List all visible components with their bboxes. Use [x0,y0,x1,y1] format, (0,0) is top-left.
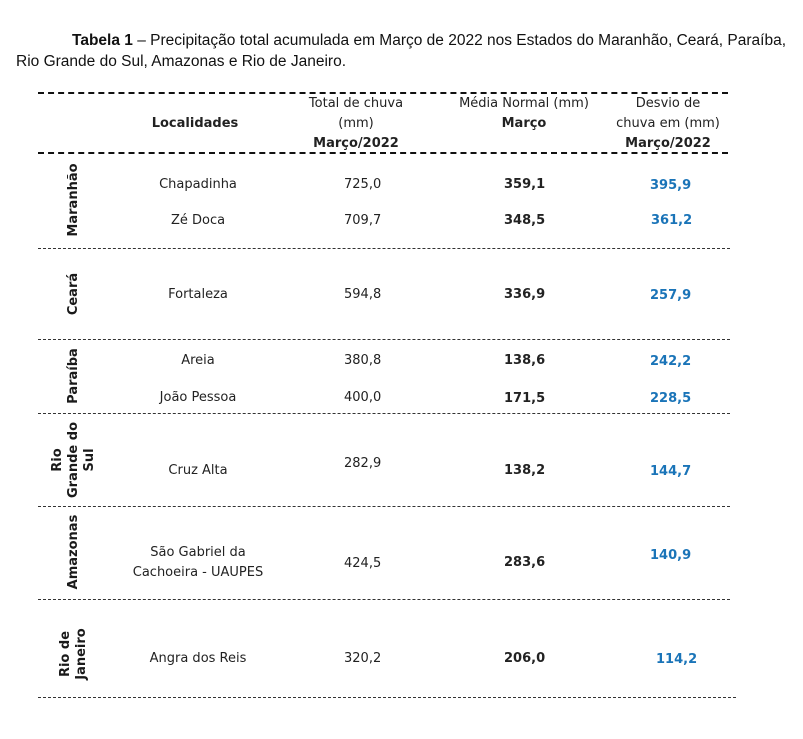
section-divider [38,506,730,507]
cell-desvio: 144,7 [650,464,692,479]
state-ceara: Ceará [66,272,81,316]
cell-desvio: 114,2 [656,652,698,667]
header-total: Total de chuva (mm) Março/2022 [308,96,404,151]
cell-media: 206,0 [504,651,546,666]
section-divider [38,248,730,249]
cell-media: 336,9 [504,287,546,302]
section-divider [38,339,730,340]
cell-total: 320,2 [344,651,382,666]
header-rule [38,152,728,154]
cell-media: 171,5 [504,391,546,406]
cell-local: São Gabriel da Cachoeira - UAUPES [132,545,264,580]
section-divider [38,599,730,600]
state-rio-grande-do-sul: Rio Grande do Sul [50,422,97,498]
section-divider [38,413,730,414]
state-rio-de-janeiro: Rio de Janeiro [58,628,89,680]
header-desvio: Desvio de chuva em (mm) Março/2022 [616,96,720,151]
table-caption [16,30,786,72]
state-amazonas: Amazonas [66,514,81,590]
cell-total: 380,8 [344,353,382,368]
cell-local: Areia [181,353,215,368]
cell-local: Cruz Alta [168,463,228,478]
cell-media: 138,6 [504,353,546,368]
cell-total: 282,9 [344,456,382,471]
cell-local: João Pessoa [159,390,237,405]
header-localidades: Localidades [151,116,239,131]
cell-total: 709,7 [344,213,382,228]
cell-total: 725,0 [344,177,382,192]
cell-media: 359,1 [504,177,546,192]
cell-desvio: 395,9 [650,178,692,193]
cell-media: 348,5 [504,213,546,228]
cell-desvio: 257,9 [650,288,692,303]
state-maranhao: Maranhão [66,163,81,237]
state-paraiba: Paraíba [66,348,81,404]
cell-total: 400,0 [344,390,382,405]
cell-desvio: 242,2 [650,354,692,369]
caption-label: Tabela 1 [72,32,133,49]
cell-media: 283,6 [504,555,546,570]
cell-desvio: 361,2 [651,213,693,228]
bottom-rule [38,697,736,698]
caption-text: – Precipitação total acumulada em Março de 2022 nos Estados do Maranhão, Ceará, Paraíba, Rio Grande do Sul, Amazonas e Rio de Janeiro. [16,32,786,70]
cell-desvio: 228,5 [650,391,692,406]
cell-total: 594,8 [344,287,382,302]
cell-local: Angra dos Reis [149,651,247,666]
cell-media: 138,2 [504,463,546,478]
header-media: Média Normal (mm) Março [459,96,589,131]
cell-desvio: 140,9 [650,548,692,563]
cell-total: 424,5 [344,556,382,571]
cell-local: Chapadinha [159,177,237,192]
cell-local: Fortaleza [168,287,228,302]
cell-local: Zé Doca [170,213,226,228]
